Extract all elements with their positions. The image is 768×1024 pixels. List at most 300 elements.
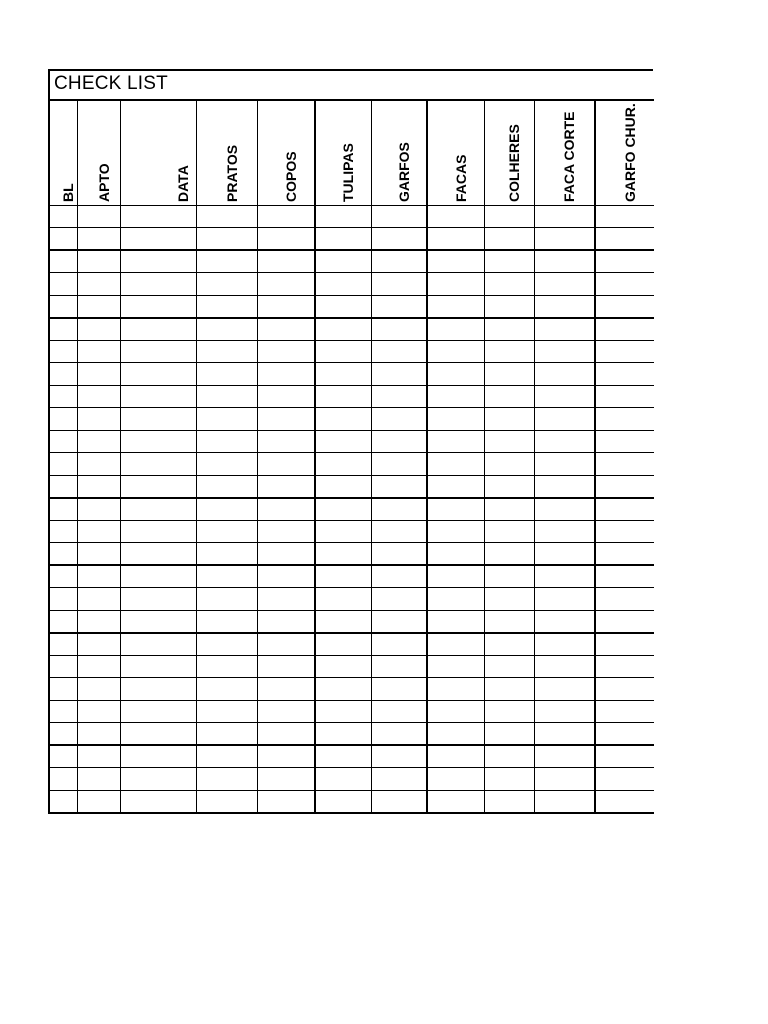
table-cell[interactable]	[120, 363, 196, 386]
table-cell[interactable]	[49, 655, 77, 678]
table-cell[interactable]	[484, 678, 534, 701]
table-cell[interactable]	[427, 678, 484, 701]
table-cell[interactable]	[427, 205, 484, 228]
table-cell[interactable]	[315, 700, 371, 723]
table-cell[interactable]	[257, 565, 315, 588]
table-cell[interactable]	[427, 318, 484, 341]
table-cell[interactable]	[77, 678, 120, 701]
table-cell[interactable]	[196, 678, 257, 701]
table-cell[interactable]	[534, 678, 595, 701]
table-cell[interactable]	[484, 205, 534, 228]
table-cell[interactable]	[257, 520, 315, 543]
table-cell[interactable]	[484, 453, 534, 476]
table-cell[interactable]	[595, 700, 654, 723]
table-cell[interactable]	[484, 790, 534, 813]
table-cell[interactable]	[257, 295, 315, 318]
table-cell[interactable]	[196, 633, 257, 656]
table-cell[interactable]	[257, 430, 315, 453]
table-cell[interactable]	[49, 745, 77, 768]
table-cell[interactable]	[371, 250, 427, 273]
table-cell[interactable]	[534, 790, 595, 813]
table-cell[interactable]	[257, 228, 315, 251]
table-cell[interactable]	[534, 543, 595, 566]
table-cell[interactable]	[77, 768, 120, 791]
table-cell[interactable]	[534, 340, 595, 363]
table-cell[interactable]	[371, 610, 427, 633]
table-cell[interactable]	[49, 318, 77, 341]
table-cell[interactable]	[595, 453, 654, 476]
table-cell[interactable]	[484, 520, 534, 543]
table-cell[interactable]	[315, 273, 371, 296]
table-cell[interactable]	[120, 453, 196, 476]
table-cell[interactable]	[427, 250, 484, 273]
table-cell[interactable]	[77, 745, 120, 768]
table-cell[interactable]	[534, 295, 595, 318]
table-cell[interactable]	[257, 273, 315, 296]
table-cell[interactable]	[534, 610, 595, 633]
table-cell[interactable]	[427, 588, 484, 611]
table-cell[interactable]	[534, 363, 595, 386]
table-cell[interactable]	[120, 633, 196, 656]
table-cell[interactable]	[257, 790, 315, 813]
table-cell[interactable]	[77, 250, 120, 273]
table-cell[interactable]	[534, 768, 595, 791]
table-cell[interactable]	[77, 588, 120, 611]
table-cell[interactable]	[427, 543, 484, 566]
table-cell[interactable]	[257, 453, 315, 476]
table-cell[interactable]	[484, 228, 534, 251]
table-cell[interactable]	[77, 318, 120, 341]
table-cell[interactable]	[120, 340, 196, 363]
table-cell[interactable]	[595, 228, 654, 251]
table-cell[interactable]	[427, 520, 484, 543]
table-cell[interactable]	[315, 610, 371, 633]
table-cell[interactable]	[534, 318, 595, 341]
table-cell[interactable]	[371, 520, 427, 543]
table-cell[interactable]	[371, 790, 427, 813]
table-cell[interactable]	[120, 205, 196, 228]
table-cell[interactable]	[120, 250, 196, 273]
table-cell[interactable]	[77, 205, 120, 228]
table-cell[interactable]	[315, 498, 371, 521]
table-cell[interactable]	[257, 610, 315, 633]
table-cell[interactable]	[77, 295, 120, 318]
table-cell[interactable]	[484, 565, 534, 588]
table-cell[interactable]	[427, 745, 484, 768]
table-cell[interactable]	[196, 610, 257, 633]
table-cell[interactable]	[534, 205, 595, 228]
table-cell[interactable]	[196, 430, 257, 453]
table-cell[interactable]	[49, 520, 77, 543]
table-cell[interactable]	[77, 655, 120, 678]
table-cell[interactable]	[77, 498, 120, 521]
table-cell[interactable]	[120, 228, 196, 251]
table-cell[interactable]	[196, 768, 257, 791]
table-cell[interactable]	[257, 475, 315, 498]
table-cell[interactable]	[595, 588, 654, 611]
table-cell[interactable]	[371, 273, 427, 296]
table-cell[interactable]	[595, 520, 654, 543]
table-cell[interactable]	[595, 723, 654, 746]
table-cell[interactable]	[120, 273, 196, 296]
table-cell[interactable]	[534, 273, 595, 296]
table-cell[interactable]	[120, 430, 196, 453]
table-cell[interactable]	[120, 565, 196, 588]
table-cell[interactable]	[534, 588, 595, 611]
table-cell[interactable]	[49, 250, 77, 273]
table-cell[interactable]	[371, 475, 427, 498]
table-cell[interactable]	[427, 723, 484, 746]
table-cell[interactable]	[120, 700, 196, 723]
table-cell[interactable]	[120, 475, 196, 498]
table-cell[interactable]	[49, 633, 77, 656]
table-cell[interactable]	[595, 745, 654, 768]
table-cell[interactable]	[427, 790, 484, 813]
table-cell[interactable]	[196, 475, 257, 498]
table-cell[interactable]	[315, 363, 371, 386]
table-cell[interactable]	[427, 475, 484, 498]
table-cell[interactable]	[77, 363, 120, 386]
table-cell[interactable]	[371, 430, 427, 453]
table-cell[interactable]	[77, 700, 120, 723]
table-cell[interactable]	[257, 385, 315, 408]
table-cell[interactable]	[534, 520, 595, 543]
table-cell[interactable]	[371, 543, 427, 566]
table-cell[interactable]	[196, 745, 257, 768]
table-cell[interactable]	[49, 678, 77, 701]
table-cell[interactable]	[371, 745, 427, 768]
table-cell[interactable]	[196, 385, 257, 408]
table-cell[interactable]	[484, 363, 534, 386]
table-cell[interactable]	[595, 543, 654, 566]
table-cell[interactable]	[77, 475, 120, 498]
table-cell[interactable]	[196, 363, 257, 386]
table-cell[interactable]	[595, 633, 654, 656]
table-cell[interactable]	[49, 475, 77, 498]
table-cell[interactable]	[534, 655, 595, 678]
table-cell[interactable]	[427, 768, 484, 791]
table-cell[interactable]	[534, 430, 595, 453]
table-cell[interactable]	[49, 430, 77, 453]
table-cell[interactable]	[595, 475, 654, 498]
table-cell[interactable]	[315, 520, 371, 543]
table-cell[interactable]	[315, 453, 371, 476]
table-cell[interactable]	[49, 723, 77, 746]
table-cell[interactable]	[77, 430, 120, 453]
table-cell[interactable]	[257, 408, 315, 431]
table-cell[interactable]	[77, 273, 120, 296]
table-cell[interactable]	[49, 790, 77, 813]
table-cell[interactable]	[427, 453, 484, 476]
table-cell[interactable]	[595, 250, 654, 273]
table-cell[interactable]	[120, 678, 196, 701]
table-cell[interactable]	[120, 408, 196, 431]
table-cell[interactable]	[484, 498, 534, 521]
table-cell[interactable]	[484, 273, 534, 296]
table-cell[interactable]	[196, 588, 257, 611]
table-cell[interactable]	[371, 205, 427, 228]
table-cell[interactable]	[257, 723, 315, 746]
table-cell[interactable]	[77, 408, 120, 431]
table-cell[interactable]	[315, 205, 371, 228]
table-cell[interactable]	[484, 430, 534, 453]
table-cell[interactable]	[49, 340, 77, 363]
table-cell[interactable]	[120, 588, 196, 611]
table-cell[interactable]	[257, 250, 315, 273]
table-cell[interactable]	[257, 543, 315, 566]
table-cell[interactable]	[371, 318, 427, 341]
table-cell[interactable]	[595, 205, 654, 228]
table-cell[interactable]	[427, 610, 484, 633]
header-row	[49, 100, 654, 205]
table-cell[interactable]	[371, 655, 427, 678]
table-cell[interactable]	[484, 408, 534, 431]
table-cell[interactable]	[196, 498, 257, 521]
table-cell[interactable]	[484, 655, 534, 678]
table-cell[interactable]	[484, 588, 534, 611]
table-cell[interactable]	[595, 678, 654, 701]
table-cell[interactable]	[77, 228, 120, 251]
table-cell[interactable]	[257, 498, 315, 521]
table-cell[interactable]	[315, 430, 371, 453]
table-cell[interactable]	[484, 340, 534, 363]
table-cell[interactable]	[49, 768, 77, 791]
table-cell[interactable]	[484, 543, 534, 566]
table-cell[interactable]	[595, 295, 654, 318]
table-cell[interactable]	[371, 340, 427, 363]
table-cell[interactable]	[534, 228, 595, 251]
table-cell[interactable]	[315, 565, 371, 588]
table-cell[interactable]	[120, 385, 196, 408]
table-cell[interactable]	[315, 385, 371, 408]
table-cell[interactable]	[371, 363, 427, 386]
table-cell[interactable]	[196, 453, 257, 476]
table-cell[interactable]	[315, 768, 371, 791]
table-cell[interactable]	[257, 768, 315, 791]
table-cell[interactable]	[371, 588, 427, 611]
table-cell[interactable]	[196, 790, 257, 813]
table-cell[interactable]	[427, 363, 484, 386]
table-cell[interactable]	[371, 385, 427, 408]
table-cell[interactable]	[427, 295, 484, 318]
table-cell[interactable]	[595, 610, 654, 633]
table-cell[interactable]	[196, 273, 257, 296]
table-cell[interactable]	[257, 678, 315, 701]
table-cell[interactable]	[120, 498, 196, 521]
table-cell[interactable]	[595, 340, 654, 363]
table-cell[interactable]	[427, 408, 484, 431]
table-cell[interactable]	[49, 588, 77, 611]
table-cell[interactable]	[49, 565, 77, 588]
table-cell[interactable]	[427, 565, 484, 588]
table-cell[interactable]	[196, 565, 257, 588]
table-cell[interactable]	[49, 205, 77, 228]
table-cell[interactable]	[196, 295, 257, 318]
table-cell[interactable]	[315, 678, 371, 701]
table-cell[interactable]	[534, 700, 595, 723]
table-cell[interactable]	[484, 475, 534, 498]
table-cell[interactable]	[534, 475, 595, 498]
table-cell[interactable]	[315, 543, 371, 566]
table-cell[interactable]	[427, 273, 484, 296]
table-cell[interactable]	[534, 385, 595, 408]
table-cell[interactable]	[196, 250, 257, 273]
table-cell[interactable]	[196, 543, 257, 566]
table-cell[interactable]	[371, 565, 427, 588]
table-cell[interactable]	[315, 723, 371, 746]
table-cell[interactable]	[484, 633, 534, 656]
table-cell[interactable]	[196, 655, 257, 678]
table-cell[interactable]	[484, 745, 534, 768]
table-cell[interactable]	[534, 453, 595, 476]
table-cell[interactable]	[49, 543, 77, 566]
table-cell[interactable]	[77, 340, 120, 363]
table-cell[interactable]	[595, 498, 654, 521]
table-cell[interactable]	[196, 723, 257, 746]
table-cell[interactable]	[371, 228, 427, 251]
table-cell[interactable]	[315, 340, 371, 363]
table-cell[interactable]	[595, 565, 654, 588]
table-cell[interactable]	[315, 790, 371, 813]
table-cell[interactable]	[77, 385, 120, 408]
table-cell[interactable]	[371, 498, 427, 521]
table-cell[interactable]	[427, 228, 484, 251]
table-cell[interactable]	[595, 318, 654, 341]
table-cell[interactable]	[120, 318, 196, 341]
table-cell[interactable]	[257, 633, 315, 656]
table-cell[interactable]	[77, 633, 120, 656]
table-cell[interactable]	[120, 790, 196, 813]
table-cell[interactable]	[257, 700, 315, 723]
table-cell[interactable]	[427, 655, 484, 678]
table-cell[interactable]	[595, 273, 654, 296]
table-cell[interactable]	[49, 700, 77, 723]
table-cell[interactable]	[77, 520, 120, 543]
table-cell[interactable]	[315, 475, 371, 498]
table-cell[interactable]	[120, 610, 196, 633]
table-cell[interactable]	[595, 790, 654, 813]
table-row	[49, 678, 654, 701]
table-cell[interactable]	[534, 633, 595, 656]
table-cell[interactable]	[77, 565, 120, 588]
table-cell[interactable]	[120, 543, 196, 566]
table-cell[interactable]	[77, 723, 120, 746]
table-cell[interactable]	[49, 228, 77, 251]
table-cell[interactable]	[77, 453, 120, 476]
table-cell[interactable]	[371, 768, 427, 791]
table-cell[interactable]	[484, 318, 534, 341]
table-cell[interactable]	[257, 205, 315, 228]
table-cell[interactable]	[315, 588, 371, 611]
table-cell[interactable]	[315, 408, 371, 431]
table-cell[interactable]	[484, 250, 534, 273]
table-cell[interactable]	[315, 295, 371, 318]
table-cell[interactable]	[484, 295, 534, 318]
table-cell[interactable]	[484, 768, 534, 791]
table-cell[interactable]	[484, 700, 534, 723]
table-cell[interactable]	[120, 768, 196, 791]
table-cell[interactable]	[427, 633, 484, 656]
table-cell[interactable]	[49, 610, 77, 633]
table-cell[interactable]	[371, 633, 427, 656]
table-cell[interactable]	[595, 385, 654, 408]
table-cell[interactable]	[257, 340, 315, 363]
table-cell[interactable]	[196, 228, 257, 251]
table-cell[interactable]	[49, 273, 77, 296]
table-cell[interactable]	[315, 250, 371, 273]
table-cell[interactable]	[484, 723, 534, 746]
table-cell[interactable]	[120, 723, 196, 746]
table-cell[interactable]	[120, 655, 196, 678]
table-cell[interactable]	[77, 790, 120, 813]
table-cell[interactable]	[315, 655, 371, 678]
table-cell[interactable]	[595, 363, 654, 386]
table-cell[interactable]	[595, 768, 654, 791]
table-cell[interactable]	[196, 205, 257, 228]
table-cell[interactable]	[120, 295, 196, 318]
table-cell[interactable]	[595, 408, 654, 431]
table-cell[interactable]	[257, 363, 315, 386]
table-cell[interactable]	[534, 565, 595, 588]
table-cell[interactable]	[49, 385, 77, 408]
table-cell[interactable]	[49, 295, 77, 318]
table-cell[interactable]	[315, 318, 371, 341]
table-cell[interactable]	[427, 385, 484, 408]
table-cell[interactable]	[315, 745, 371, 768]
table-cell[interactable]	[196, 318, 257, 341]
table-cell[interactable]	[534, 408, 595, 431]
table-cell[interactable]	[371, 723, 427, 746]
table-cell[interactable]	[371, 408, 427, 431]
table-cell[interactable]	[77, 610, 120, 633]
table-cell[interactable]	[196, 520, 257, 543]
table-cell[interactable]	[484, 610, 534, 633]
table-cell[interactable]	[427, 700, 484, 723]
table-cell[interactable]	[371, 700, 427, 723]
table-cell[interactable]	[371, 453, 427, 476]
table-cell[interactable]	[371, 295, 427, 318]
table-cell[interactable]	[534, 723, 595, 746]
table-cell[interactable]	[49, 498, 77, 521]
table-cell[interactable]	[120, 745, 196, 768]
table-cell[interactable]	[257, 745, 315, 768]
table-cell[interactable]	[49, 363, 77, 386]
table-cell[interactable]	[196, 700, 257, 723]
table-cell[interactable]	[534, 498, 595, 521]
table-cell[interactable]	[196, 340, 257, 363]
table-cell[interactable]	[315, 633, 371, 656]
table-cell[interactable]	[257, 318, 315, 341]
table-cell[interactable]	[196, 408, 257, 431]
table-cell[interactable]	[77, 543, 120, 566]
table-cell[interactable]	[257, 655, 315, 678]
table-cell[interactable]	[49, 453, 77, 476]
table-cell[interactable]	[49, 408, 77, 431]
table-cell[interactable]	[595, 430, 654, 453]
table-cell[interactable]	[371, 678, 427, 701]
table-cell[interactable]	[257, 588, 315, 611]
column-label: APTO	[95, 162, 112, 202]
table-cell[interactable]	[595, 655, 654, 678]
table-cell[interactable]	[534, 745, 595, 768]
table-cell[interactable]	[427, 498, 484, 521]
table-cell[interactable]	[484, 385, 534, 408]
table-cell[interactable]	[427, 340, 484, 363]
table-cell[interactable]	[315, 228, 371, 251]
table-cell[interactable]	[120, 520, 196, 543]
table-cell[interactable]	[534, 250, 595, 273]
table-cell[interactable]	[427, 430, 484, 453]
